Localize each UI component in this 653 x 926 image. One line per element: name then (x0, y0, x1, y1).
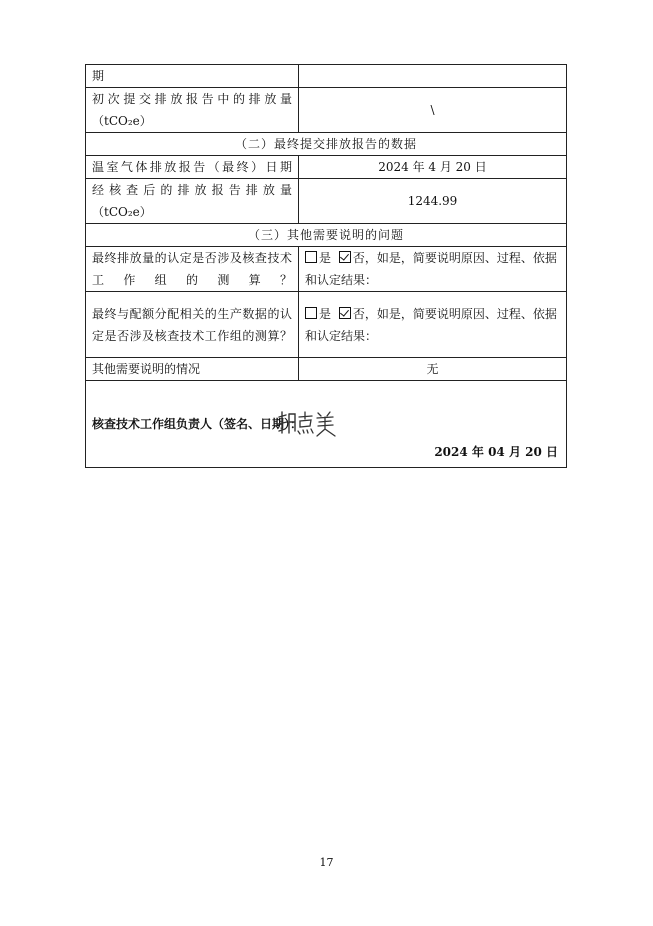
section-final-report: （二）最终提交排放报告的数据 (86, 133, 567, 156)
question-2-answer (299, 292, 567, 358)
table-row (86, 224, 567, 247)
checkbox-yes-icon (305, 307, 317, 319)
section-other-issues: （三）其他需要说明的问题 (86, 224, 567, 247)
table-row (86, 179, 567, 224)
initial-emission-label (86, 88, 299, 133)
table-row (86, 133, 567, 156)
question-1-answer (299, 247, 567, 292)
question-1-label: 最终排放量的认定是否涉及核查技术工作组的测算？ (86, 247, 299, 292)
verified-emission-label (86, 179, 299, 224)
table-row (86, 358, 567, 381)
verified-emission-value: 1244.99 (299, 179, 567, 224)
table-row (86, 247, 567, 292)
table-row (86, 292, 567, 358)
q2-yes-text: 是 (319, 306, 332, 321)
table-row (86, 88, 567, 133)
page-number: 17 (319, 856, 334, 869)
verification-table (85, 64, 567, 468)
other-situation-label: 其他需要说明的情况 (86, 358, 299, 381)
q1-yes-text: 是 (319, 251, 332, 265)
signature-cell (86, 381, 567, 468)
initial-emission-label-line1: 初次提交排放报告中的排放量 (92, 92, 292, 106)
signature-title: 核查技术工作组负责人（签名、日期）： (92, 417, 303, 431)
final-report-date-value: 2024 年 4 月 20 日 (299, 156, 567, 179)
table-row (86, 65, 567, 88)
table-row (86, 156, 567, 179)
handwritten-signature (276, 409, 340, 439)
verified-emission-label-line2: （tCO₂e） (92, 205, 152, 219)
period-value (299, 65, 567, 88)
checkbox-yes-icon (305, 251, 317, 263)
question-2-label: 最终与配额分配相关的生产数据的认定是否涉及核查技术工作组的测算？ (86, 292, 299, 358)
verified-emission-label-line1: 经核查后的排放报告排放量 (92, 183, 292, 197)
final-report-date-label: 温室气体排放报告（最终）日期 (86, 156, 299, 179)
q2-no-text: 否，如是，简要说明原因、过程、依据和认定结果： (305, 306, 557, 343)
checkbox-checked-icon (339, 307, 351, 319)
q1-no-text: 否，如是，简要说明原因、过程、依据和认定结果： (305, 251, 557, 287)
signature-date: 2024 年 04 月 20 日 (434, 445, 558, 459)
table-row (86, 381, 567, 468)
initial-emission-value: \ (299, 88, 567, 133)
initial-emission-label-line2: （tCO₂e） (92, 114, 152, 128)
checkbox-checked-icon (339, 251, 351, 263)
period-label: 期 (86, 65, 299, 88)
other-situation-value: 无 (299, 358, 567, 381)
